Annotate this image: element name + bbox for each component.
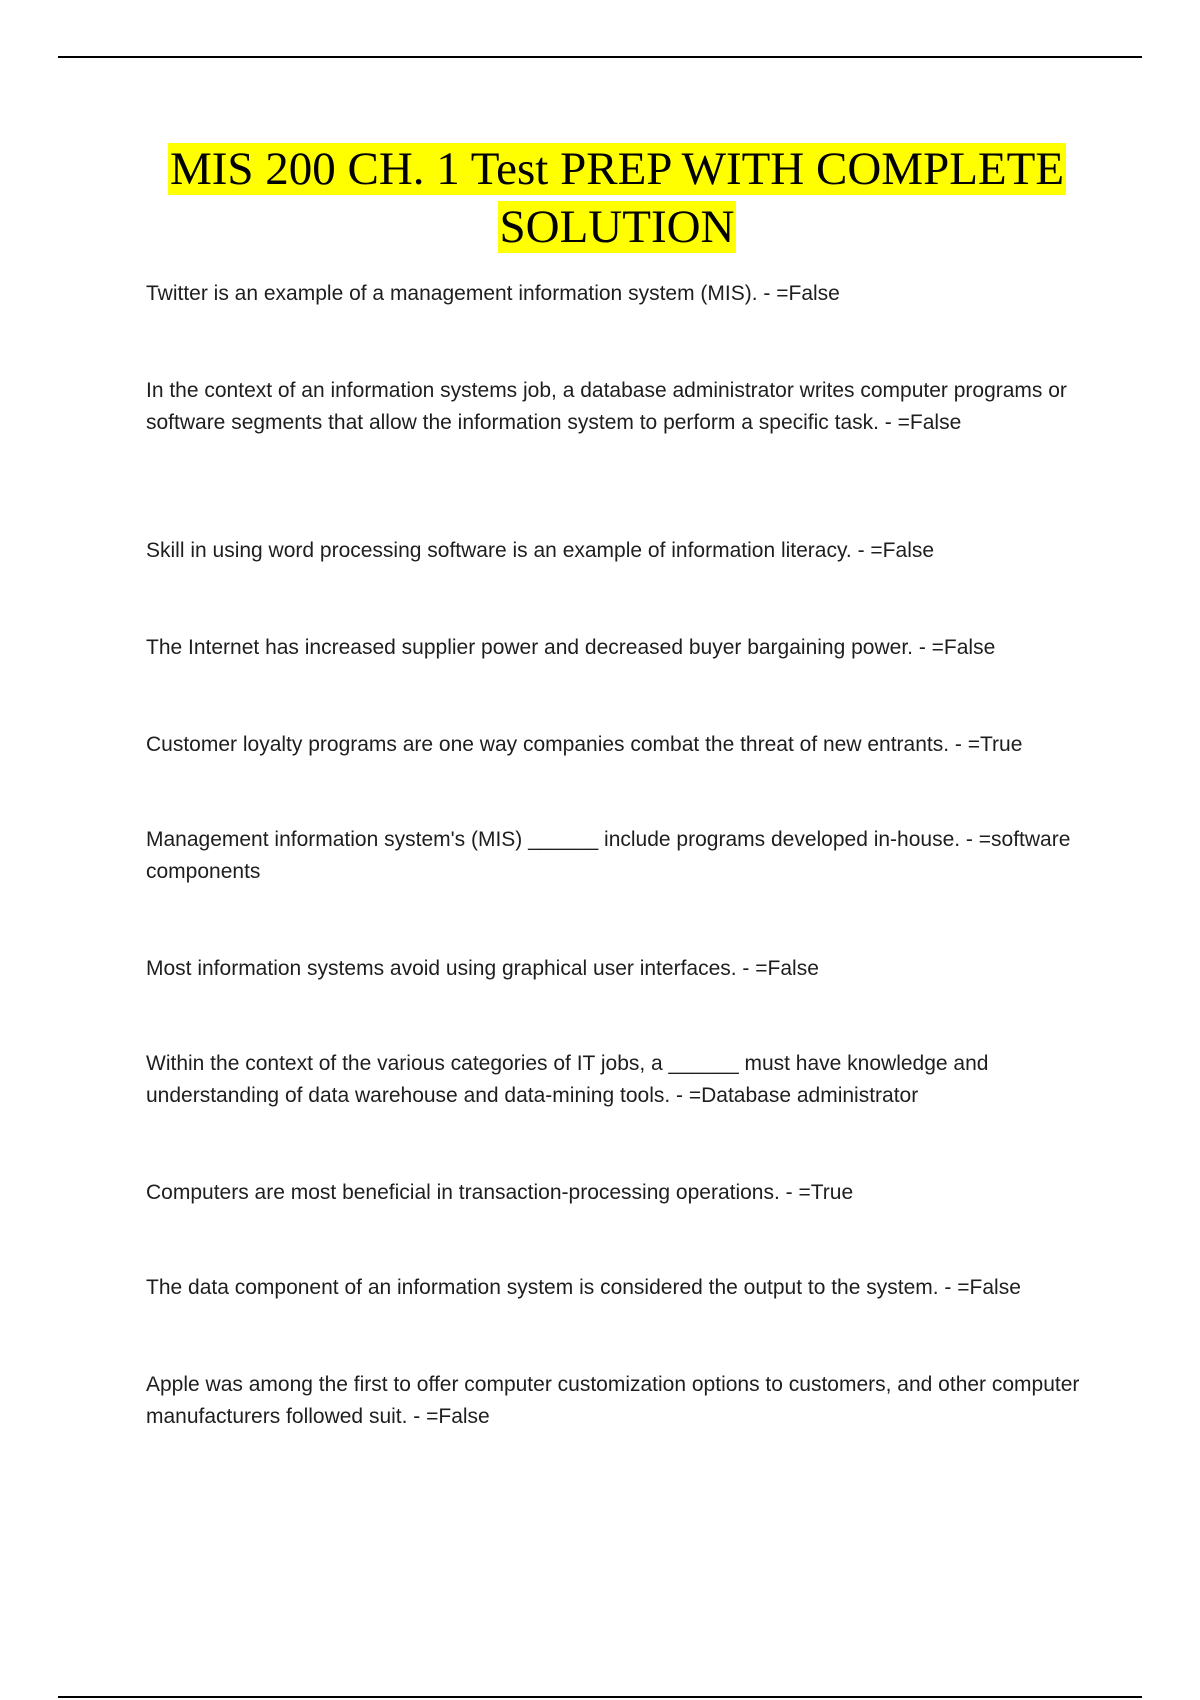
question-item-6: Management information system's (MIS) ______ include programs developed in-house. - =software components bbox=[146, 828, 1071, 883]
question-item-2: In the context of an information systems job, a database administrator writes computer programs or software segments that allow the information system to perform a specific task. - =False bbox=[146, 379, 1067, 434]
question-item-10: The data component of an information system is considered the output to the system. - =False bbox=[146, 1276, 1021, 1299]
bottom-rule bbox=[58, 1696, 1142, 1698]
question-item-7: Most information systems avoid using graphical user interfaces. - =False bbox=[146, 957, 819, 980]
question-answer-list bbox=[146, 0, 1090, 1700]
question-item-11: Apple was among the first to offer computer customization options to customers, and other computer manufacturers followed suit. - =False bbox=[146, 1373, 1080, 1428]
question-item-3: Skill in using word processing software is an example of information literacy. - =False bbox=[146, 539, 935, 562]
title-highlight: MIS 200 CH. 1 Test PREP WITH COMPLETE SOLUTION bbox=[169, 143, 1065, 253]
question-item-4: The Internet has increased supplier power and decreased buyer bargaining power. - =False bbox=[146, 636, 996, 659]
question-item-8: Within the context of the various categories of IT jobs, a ______ must have knowledge and understanding of data warehouse and data-mining tools. - =Database administrator bbox=[146, 1052, 989, 1107]
question-item-1: Twitter is an example of a management information system (MIS). - =False bbox=[146, 282, 840, 305]
question-item-9: Computers are most beneficial in transaction-processing operations. - =True bbox=[146, 1181, 854, 1204]
question-item-5: Customer loyalty programs are one way companies combat the threat of new entrants. - =True bbox=[146, 733, 1023, 756]
